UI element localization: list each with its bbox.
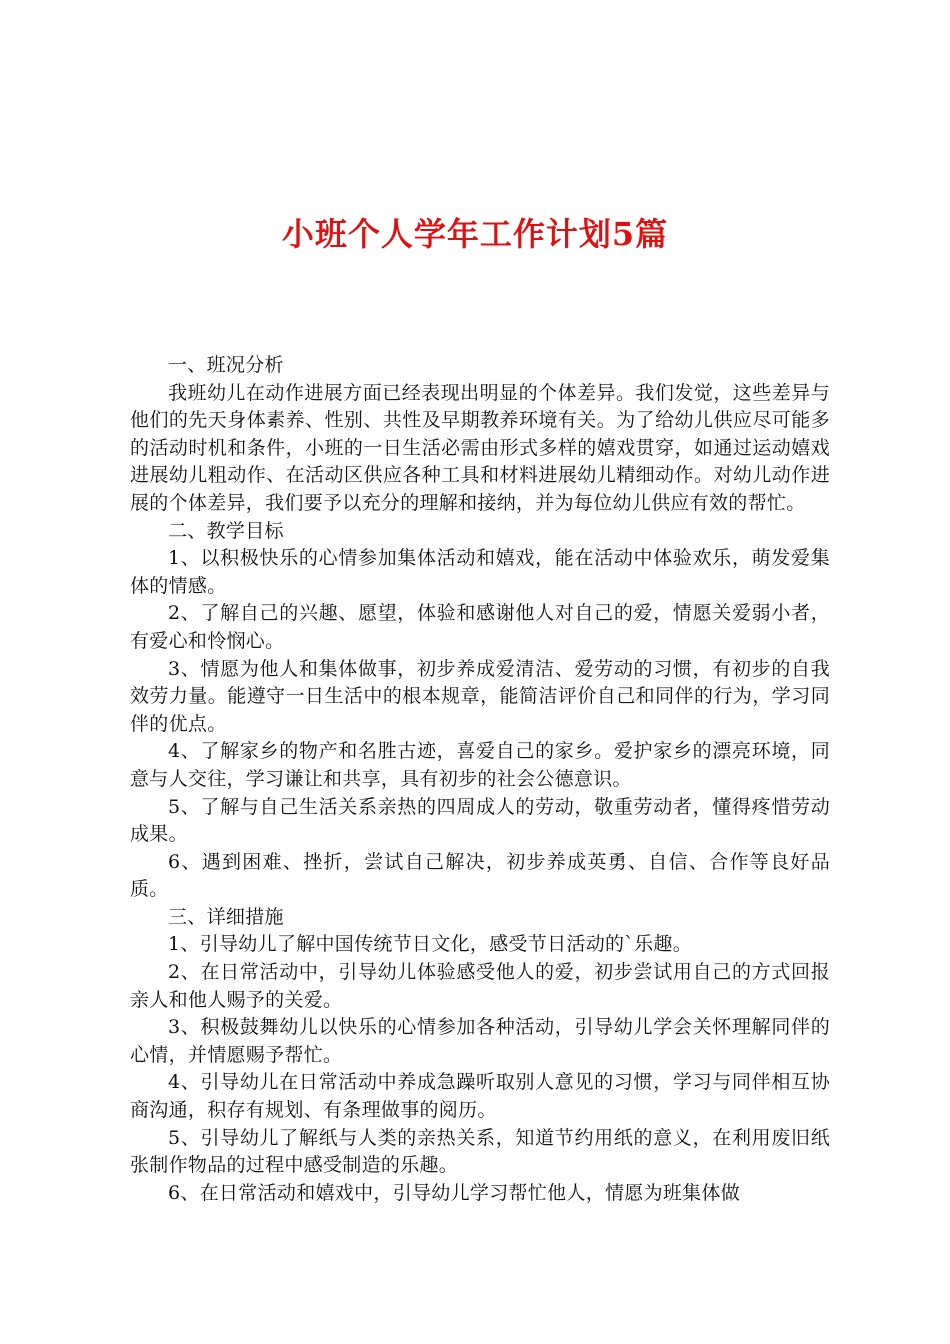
document-title: 小班个人学年工作计划5篇 bbox=[281, 215, 669, 253]
goal-item-2: 2、了解自己的兴趣、愿望，体验和感谢他人对自己的爱，情愿关爱弱小者，有爱心和怜悯心。 bbox=[130, 602, 830, 652]
section-heading-teaching-goals: 二、教学目标 bbox=[168, 519, 284, 542]
measure-item-6: 6、在日常活动和嬉戏中，引导幼儿学习帮忙他人，情愿为班集体做 bbox=[168, 1181, 741, 1204]
measure-item-5: 5、引导幼儿了解纸与人类的亲热关系，知道节约用纸的意义，在利用废旧纸张制作物品的过程中感受制造的乐趣。 bbox=[130, 1126, 830, 1177]
goal-item-1: 1、以积极快乐的心情参加集体活动和嬉戏，能在活动中体验欢乐，萌发爱集体的情感。 bbox=[130, 547, 830, 597]
goal-item-4: 4、了解家乡的物产和名胜古迹，喜爱自己的家乡。爱护家乡的漂亮环境，同意与人交往，学习谦让和共享，具有初步的社会公德意识。 bbox=[130, 740, 830, 790]
measure-item-3: 3、积极鼓舞幼儿以快乐的心情参加各种活动，引导幼儿学会关怀理解同伴的心情，并情愿赐予帮忙。 bbox=[130, 1016, 830, 1066]
document-body bbox=[130, 352, 830, 1207]
measure-item-2: 2、在日常活动中，引导幼儿体验感受他人的爱，初步尝试用自己的方式回报亲人和他人赐予的关爱。 bbox=[130, 961, 830, 1011]
measure-item-4: 4、引导幼儿在日常活动中养成急躁听取别人意见的习惯，学习与同伴相互协商沟通，积存有规划、有条理做事的阅历。 bbox=[130, 1071, 830, 1122]
paragraph: 我班幼儿在动作进展方面已经表现出明显的个体差异。我们发觉，这些差异与他们的先天身体素养、性别、共性及早期教养环境有关。为了给幼儿供应尽可能多的活动时机和条件，小班的一日生活必需由形式多样的嬉戏贯穿，如通过运动嬉戏进展幼儿粗动作、在活动区供应各种工具和材料进展幼儿精细动作。对幼儿动作进展的个体差异，我们要予以充分的理解和接纳，并为每位幼儿供应有效的帮忙。 bbox=[130, 381, 830, 514]
goal-item-3: 3、情愿为他人和集体做事，初步养成爱清洁、爱劳动的习惯，有初步的自我效劳力量。能遵守一日生活中的根本规章，能简洁评价自己和同伴的行为，学习同伴的优点。 bbox=[130, 657, 830, 735]
goal-item-6: 6、遇到困难、挫折，尝试自己解决，初步养成英勇、自信、合作等良好品质。 bbox=[130, 850, 830, 901]
measure-item-1: 1、引导幼儿了解中国传统节日文化，感受节日活动的`乐趣。 bbox=[168, 933, 692, 956]
section-heading-measures: 三、详细措施 bbox=[168, 905, 284, 928]
goal-item-5: 5、了解与自己生活关系亲热的四周成人的劳动，敬重劳动者，懂得疼惜劳动成果。 bbox=[130, 795, 830, 846]
section-heading-class-analysis: 一、班况分析 bbox=[168, 354, 284, 376]
